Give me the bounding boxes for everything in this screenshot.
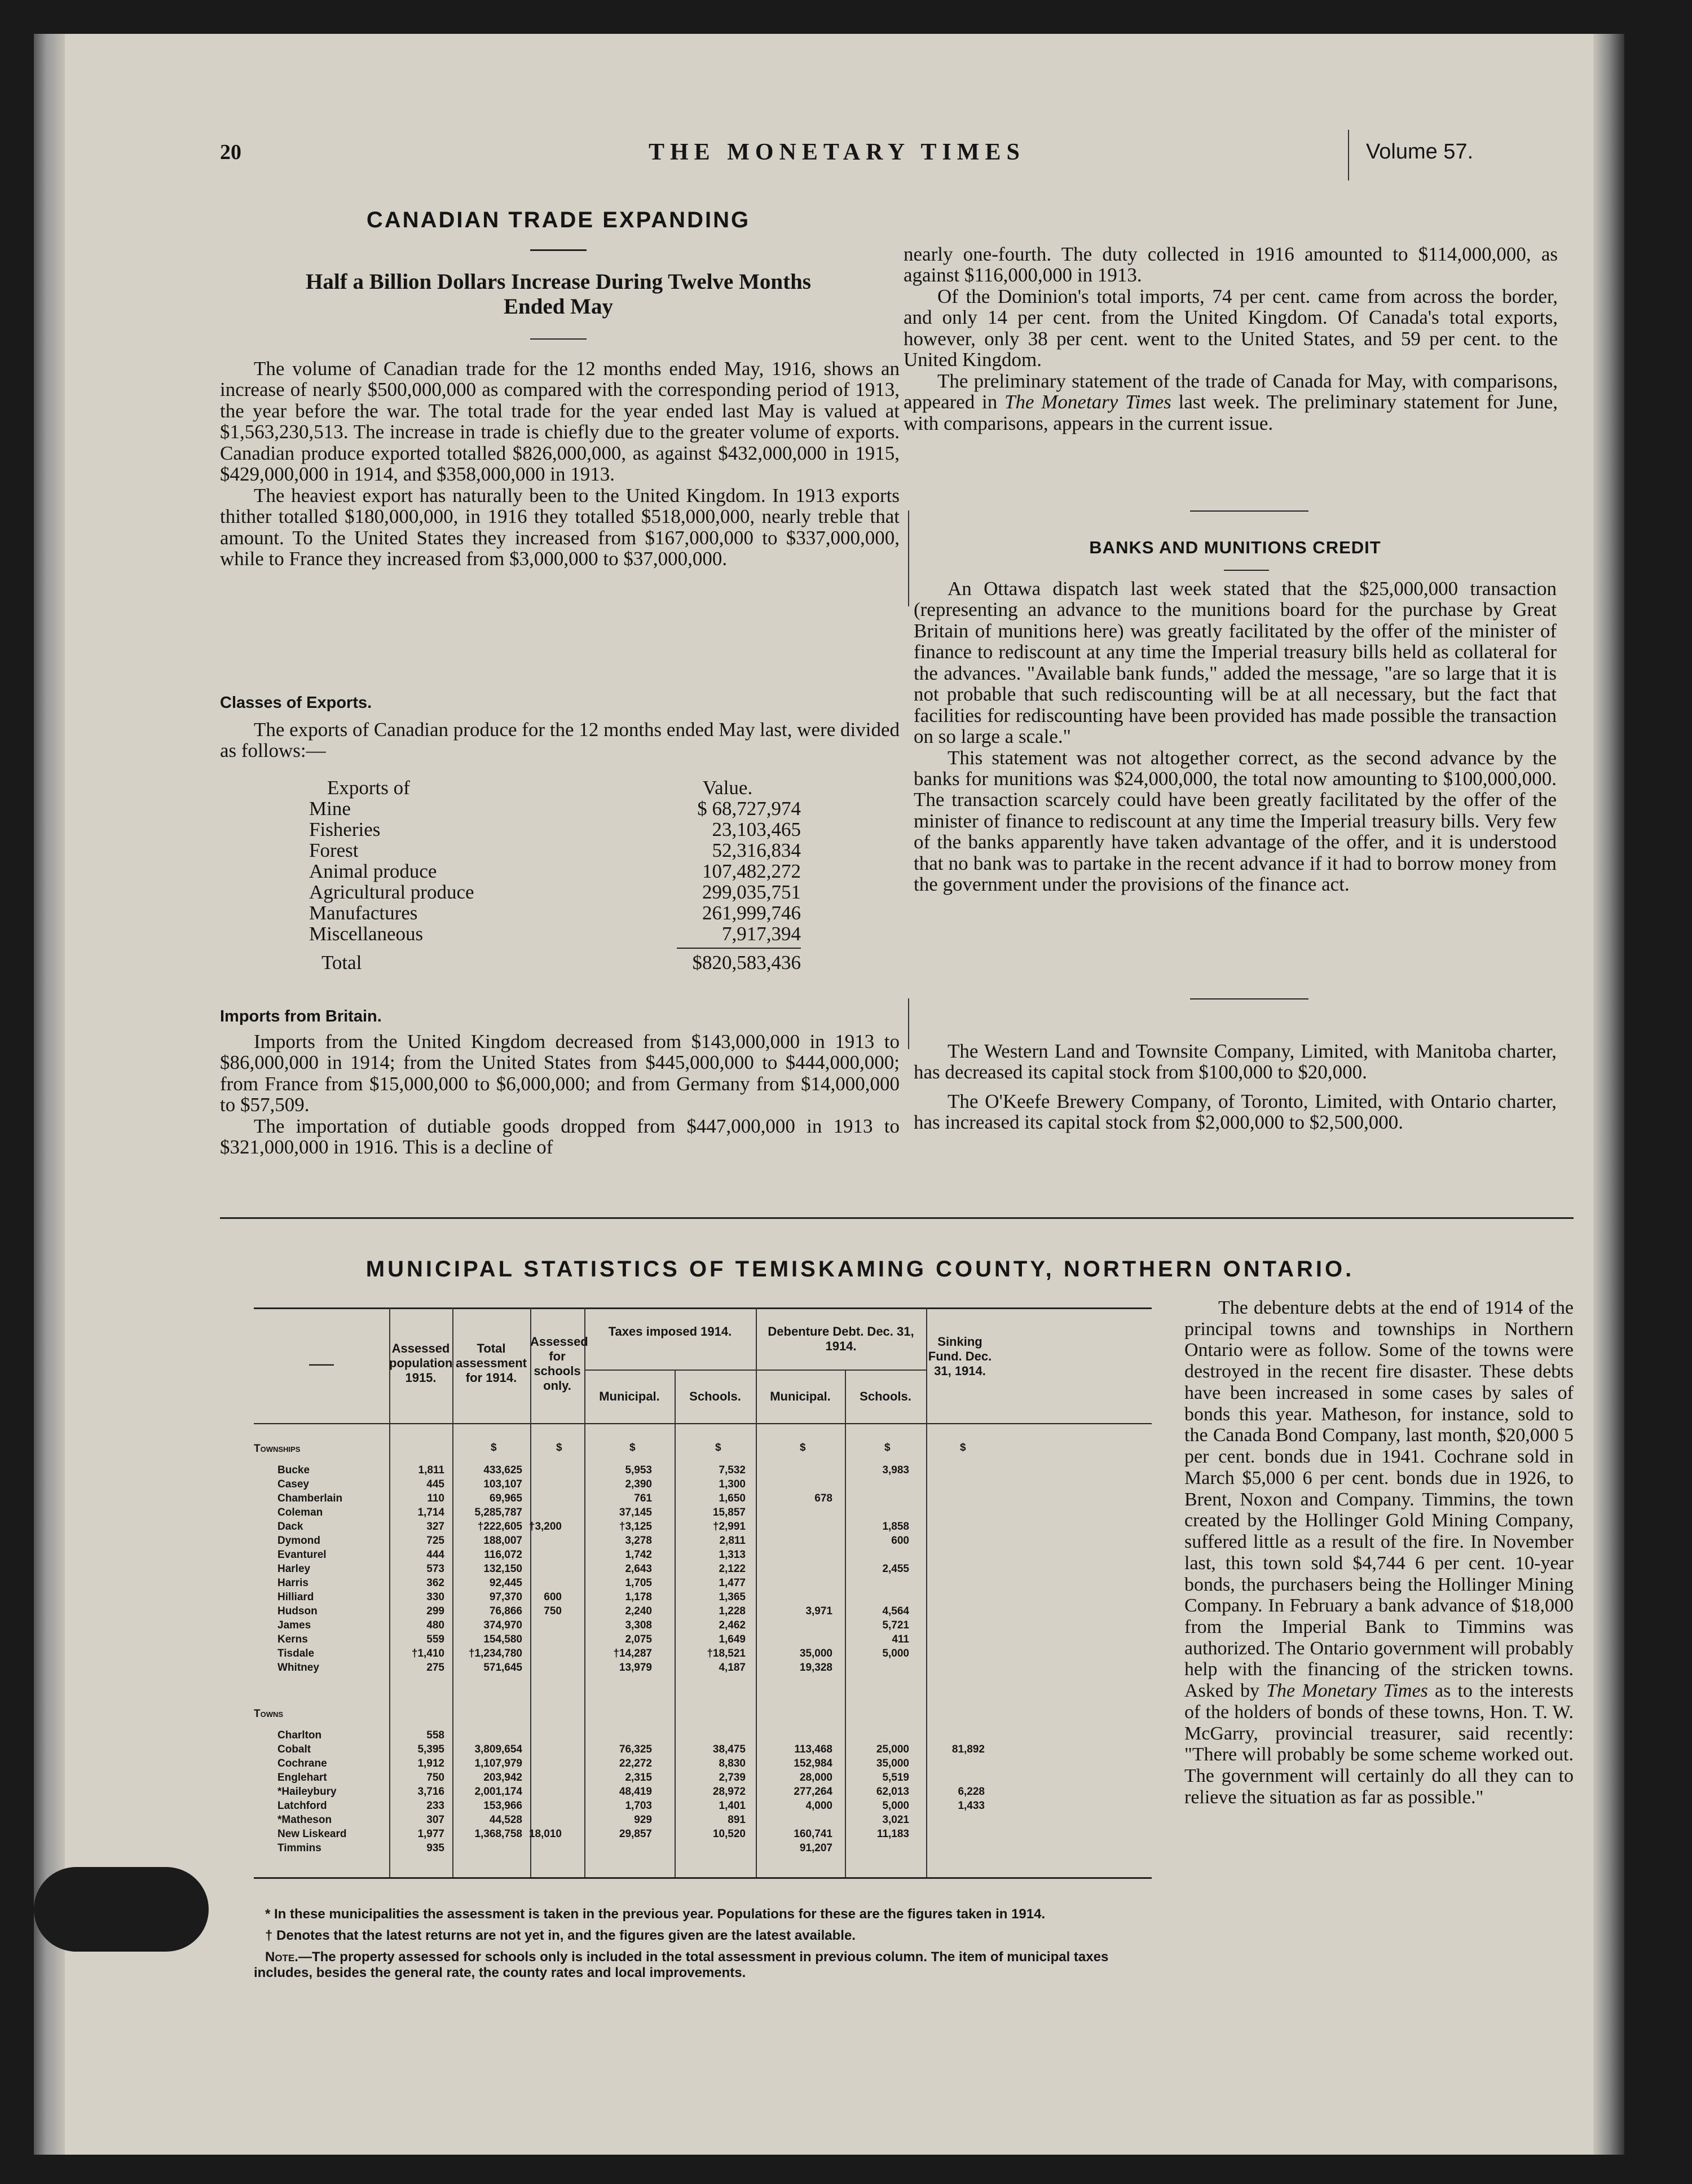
cell-total: 2,001,174 [474,1786,522,1798]
article2-title: BANKS AND MUNITIONS CREDIT [1089,538,1381,557]
exports-total-label: Total [321,952,362,974]
cell-pop: 480 [426,1619,444,1631]
table-row [254,1815,1152,1825]
cell-pop: 362 [426,1577,444,1589]
row-name: James [277,1619,311,1631]
row-name: Cochrane [277,1758,327,1769]
volume-label: Volume 57. [1366,140,1474,164]
exports-row [305,840,801,861]
cell-debt-sch: 600 [891,1535,909,1547]
row-name: Chamberlain [277,1492,343,1504]
cell-sinking: 81,892 [951,1743,985,1755]
cell-debt-sch: 25,000 [876,1743,909,1755]
exports-row-label: Forest [309,839,359,861]
table-title: MUNICIPAL STATISTICS OF TEMISKAMING COUNTY, NORTHERN ONTARIO. [365,1257,1355,1282]
cell-pop: 110 [427,1492,444,1504]
exports-row-value: $ 68,727,974 [697,798,801,820]
row-name: Tisdale [277,1648,315,1659]
row-name: Bucke [277,1464,310,1476]
cell-debt-sch: 62,013 [876,1786,909,1798]
paragraph: The O'Keefe Brewery Company, of Toronto, Limited, with Ontario charter, has increased its capital stock from $2,000,000 to $2,500,000. [914,1090,1557,1134]
cell-total: 374,970 [483,1619,522,1631]
cell-pop: 559 [426,1633,444,1645]
dollar-sign: $ [884,1442,891,1454]
cell-sinking: 6,228 [958,1786,985,1798]
cell-tax-mun: 29,857 [619,1828,652,1840]
table-row [254,1621,1152,1631]
scanned-page [34,34,1624,2155]
cell-total: 153,966 [483,1800,522,1812]
row-name: *Haileybury [277,1786,337,1798]
table-row [254,1663,1152,1673]
table-row [254,1649,1152,1659]
row-name: Charlton [277,1729,322,1741]
cell-pop: 233 [426,1800,444,1812]
briefs [914,1041,1557,1133]
cell-tax-mun: 48,419 [619,1786,652,1798]
article1-body-b [220,719,900,761]
paragraph: An Ottawa dispatch last week stated that the $25,000,000 transaction (representing an advance to the munitions board for the purchase by Great Britain of munitions here) was greatly facilitated by the offer of the minister of finance to rediscount at any time the Imperial treasury bills held as collateral for the advances. "Available bank funds," added the message, "are so large that it is not probable that such rediscounting will be at all necessary, but the fact that facilities for rediscounting have been provided has made possible the transaction on so large a scale." [914,578,1557,748]
table-row [254,1635,1152,1645]
row-name: Kerns [277,1633,308,1645]
cell-tax-sch: 4,187 [719,1662,746,1674]
cell-total: 1,107,979 [474,1758,522,1769]
column-mark-2 [908,998,909,1049]
cell-debt-sch: 4,564 [882,1605,909,1617]
cell-tax-sch: 10,520 [712,1828,746,1840]
exports-header [305,777,801,798]
cell-tax-mun: 2,390 [625,1478,652,1490]
publication-title: THE MONETARY TIMES [649,139,1025,165]
section-heading-imports: Imports from Britain. [220,1007,382,1025]
article2-body [914,578,1557,895]
page-number: 20 [220,140,241,164]
dollar-sign: $ [800,1442,806,1454]
exports-row [305,902,801,923]
cell-schools-only: 750 [544,1605,562,1617]
debt-subrule [757,1370,926,1371]
cell-debt-sch: 3,021 [882,1814,909,1826]
cell-total: †222,605 [477,1521,522,1533]
row-name: Dymond [277,1535,320,1547]
paragraph: The debenture debts at the end of 1914 of the principal towns and townships in Northern Ontario were as follow. Some of the towns were destroyed in the recent fire disaster. These debts have been increased in some cases by sales of bonds this year. Matheson, for instance, sold to the Canada Bond Company, last month, $20,000 5 per cent. bonds due in 1941. Cochrane sold in March $5,000 6 per cent. bonds due in 1926, to Brent, Noxon and Company. Timmins, the town created by the Hollinger Gold Mining Company, suffered little as a result of the fire. In November last, this town sold $4,744 6 per cent. 10-year bonds, the purchasers being the Hollinger Mining Company. In February a bank advance of $18,000 from the Imperial Bank to Timmins was authorized. The Ontario government will probably help with the financing of the stricken towns. Asked by The Monetary Times as to the interests of the holders of bonds of these towns, Hon. T. W. McGarry, provincial treasurer, said recently: "There will probably be some scheme worked out. The government will certainly do all they can to relieve the situation as far as possible." [1184,1297,1574,1808]
cell-tax-sch: 2,462 [719,1619,746,1631]
cell-debt-sch: 35,000 [876,1758,909,1769]
cell-tax-mun: 76,325 [619,1743,652,1755]
paragraph: The preliminary statement of the trade of Canada for May, with comparisons, appeared in The Monetary Times last week. The preliminary statement for June, with comparisons, appears in the current issue. [904,369,1558,434]
title-rule [530,249,587,251]
cell-tax-sch: 15,857 [712,1507,746,1518]
section-rule [1190,510,1308,512]
cell-tax-mun: 5,953 [625,1464,652,1476]
cell-debt-mun: 152,984 [794,1758,832,1769]
exports-row-value: 23,103,465 [712,818,801,840]
table-row [254,1508,1152,1518]
cell-debt-mun: 19,328 [799,1662,832,1674]
cell-total: 76,866 [489,1605,522,1617]
table-top-rule [254,1307,1152,1309]
cell-tax-sch: 2,122 [719,1563,746,1575]
cell-tax-mun: 1,705 [625,1577,652,1589]
exports-rows [305,798,801,944]
cell-tax-mun: 3,308 [625,1619,652,1631]
cell-tax-mun: 2,075 [625,1633,652,1645]
exports-row [305,861,801,882]
header-divider [1348,130,1349,180]
exports-header-value: Value. [702,777,753,799]
cell-schools-only: †3,200 [528,1521,562,1533]
cell-pop: 330 [426,1591,444,1603]
subtitle-rule [530,338,587,340]
cell-debt-mun: 678 [814,1492,832,1504]
cell-sinking: 1,433 [958,1800,985,1812]
cell-tax-sch: 1,649 [719,1633,746,1645]
cell-total: 116,072 [484,1549,522,1561]
header-debt-schools: Schools. [860,1389,911,1403]
cell-tax-mun: 13,979 [619,1662,652,1674]
cell-schools-only: 18,010 [528,1828,562,1840]
cell-debt-mun: 3,971 [805,1605,832,1617]
article1-continuation [904,244,1558,434]
cell-pop: 1,811 [418,1464,444,1476]
cell-debt-mun: 4,000 [805,1800,832,1812]
exports-row-label: Manufactures [309,902,418,924]
cell-pop: 299 [426,1605,444,1617]
article1-body-c [220,1031,900,1158]
table-bottom-rule [254,1877,1152,1879]
exports-row-value: 107,482,272 [702,860,801,882]
dollar-sign: $ [629,1442,636,1454]
paragraph: nearly one-fourth. The duty collected in 1916 amounted to $114,000,000, as against $116,000,000 in 1913. [904,243,1558,287]
towns-label: Towns [254,1708,284,1720]
cell-debt-mun: 113,468 [794,1743,832,1755]
exports-row-label: Miscellaneous [309,923,424,945]
row-name: Timmins [277,1842,321,1854]
cell-tax-mun: 1,178 [625,1591,652,1603]
article2-rule [1224,570,1269,571]
header-population: Assessed population 1915. [389,1341,453,1385]
exports-row-value: 7,917,394 [722,923,801,945]
cell-tax-sch: 2,739 [719,1772,746,1784]
table-row [254,1787,1152,1797]
townships-label: Townships [254,1443,301,1455]
binder-clip [34,1867,209,1952]
cell-tax-mun: †3,125 [619,1521,652,1533]
header-tax-municipal: Municipal. [599,1389,660,1403]
cell-total: 92,445 [489,1577,522,1589]
cell-debt-mun: 91,207 [799,1842,832,1854]
cell-tax-sch: 1,365 [719,1591,746,1603]
header-taxes: Taxes imposed 1914. [608,1324,732,1338]
paragraph: Imports from the United Kingdom decreased from $143,000,000 in 1913 to $86,000,000 in 1914; from the United States from $445,000,000 to $444,000,000; from France from $15,000,000 to $6,000,000; and from Germany from $14,000,000 to $57,509. [220,1031,900,1116]
cell-tax-mun: 929 [634,1814,652,1826]
cell-pop: 275 [426,1662,444,1674]
cell-schools-only: 600 [544,1591,562,1603]
paragraph: The Western Land and Townsite Company, Limited, with Manitoba charter, has decreased its capital stock from $100,000 to $20,000. [914,1040,1557,1084]
dollar-sign: $ [715,1442,721,1454]
cell-pop: 3,716 [417,1786,444,1798]
header-sinking: Sinking Fund. Dec. 31, 1914. [928,1335,992,1378]
cell-total: 97,370 [489,1591,522,1603]
exports-row-value: 52,316,834 [712,839,801,861]
cell-total: 433,625 [483,1464,522,1476]
cell-total: 154,580 [483,1633,522,1645]
column-mark [908,510,909,606]
row-name: Latchford [277,1800,327,1812]
footnote-asterisk: * In these municipalities the assessment is taken in the previous year. Populations for these are the figures taken in 1914. [265,1906,1046,1922]
cell-debt-sch: 3,983 [882,1464,909,1476]
row-name: *Matheson [277,1814,332,1826]
cell-total: 5,285,787 [474,1507,522,1518]
exports-row [305,882,801,902]
cell-tax-mun: 37,145 [619,1507,652,1518]
paragraph: Of the Dominion's total imports, 74 per cent. came from across the border, and only 14 per cent. from the United Kingdom. Of Canada's total exports, however, only 38 per cent. went to the United States, and 59 per cent. to the United Kingdom. [904,285,1558,371]
cell-total: 571,645 [483,1662,522,1674]
paragraph: The volume of Canadian trade for the 12 months ended May, 1916, shows an increase of nearly $500,000,000 as compared with the corresponding period of 1913, the year before the war. The total trade for the year ended last May is valued at $1,563,230,513. The increase in trade is chiefly due to the greater volume of exports. Canadian produce exported totalled $826,000,000, as against $432,000,000 in 1915, $429,000,000 in 1914, and $358,000,000 in 1913. [220,358,900,486]
cell-debt-mun: 160,741 [794,1828,832,1840]
table-row [254,1536,1152,1546]
cell-tax-sch: 7,532 [719,1464,746,1476]
cell-pop: 558 [426,1729,444,1741]
row-name: Hudson [277,1605,318,1617]
cell-tax-sch: 1,313 [719,1549,746,1561]
cell-total: 103,107 [483,1478,522,1490]
exports-total-row [305,952,801,973]
cell-debt-mun: 35,000 [799,1648,832,1659]
cell-pop: 444 [426,1549,444,1561]
cell-debt-mun: 277,264 [794,1786,832,1798]
header-schools-only: Assessed for schools only. [530,1335,588,1393]
cell-tax-sch: 28,972 [712,1786,746,1798]
cell-tax-sch: 1,300 [719,1478,746,1490]
cell-pop: 307 [426,1814,444,1826]
cell-total: 69,965 [489,1492,522,1504]
header-debenture: Debenture Debt. Dec. 31, 1914. [768,1324,914,1353]
article1-title: CANADIAN TRADE EXPANDING [366,208,751,232]
row-name: Casey [277,1478,309,1490]
article1-subtitle: Half a Billion Dollars Increase During Twelve Months Ended May [306,270,811,319]
cell-tax-mun: 3,278 [625,1535,652,1547]
cell-tax-sch: 1,228 [719,1605,746,1617]
table-row [254,1731,1152,1741]
table-row [254,1522,1152,1532]
table-row [254,1829,1152,1839]
cell-debt-sch: 1,858 [882,1521,909,1533]
footnote-note: Note.—The property assessed for schools only is included in the total assessment in previous column. The item of municipal taxes includes, besides the general rate, the county rates and local improvements. [254,1949,1109,1980]
cell-tax-mun: 22,272 [619,1758,652,1769]
paragraph: The importation of dutiable goods dropped from $447,000,000 in 1913 to $321,000,000 in 1916. This is a decline of [220,1115,900,1159]
cell-total: 1,368,758 [474,1828,522,1840]
total-rule [677,948,801,949]
table-row [254,1592,1152,1602]
cell-total: 203,942 [483,1772,522,1784]
table-row [254,1843,1152,1853]
cell-total: †1,234,780 [468,1648,522,1659]
row-name: Evanturel [277,1549,327,1561]
cell-tax-sch: 1,401 [719,1800,746,1812]
cell-tax-sch: †2,991 [712,1521,746,1533]
row-name: New Liskeard [277,1828,347,1840]
row-name: Hilliard [277,1591,314,1603]
cell-pop: 327 [426,1521,444,1533]
row-name: Dack [277,1521,303,1533]
cell-debt-sch: 5,721 [882,1619,909,1631]
cell-tax-mun: 1,703 [625,1800,652,1812]
currency-row [254,1443,1152,1453]
table-footnotes [254,1906,1153,1981]
cell-tax-sch: †18,521 [707,1648,746,1659]
table-row [254,1773,1152,1783]
dollar-sign: $ [960,1442,966,1454]
paragraph: The exports of Canadian produce for the 12 months ended May last, were divided as follows:— [220,719,900,762]
dollar-sign: $ [556,1442,562,1454]
article1-body-a [220,358,900,569]
municipal-statistics-table [254,1307,1152,1878]
cell-debt-mun: 28,000 [799,1772,832,1784]
cell-total: 188,007 [483,1535,522,1547]
table-row [254,1494,1152,1504]
row-name: Englehart [277,1772,327,1784]
exports-row [305,798,801,819]
cell-tax-mun: 2,240 [625,1605,652,1617]
cell-tax-mun: 1,742 [625,1549,652,1561]
cell-pop: 445 [426,1478,444,1490]
table-row [254,1759,1152,1769]
cell-pop: 5,395 [417,1743,444,1755]
exports-row-label: Mine [309,798,351,820]
table-row [254,1550,1152,1560]
footnote-dagger: † Denotes that the latest returns are not yet in, and the figures given are the latest available. [265,1928,856,1943]
row-name: Coleman [277,1507,323,1518]
table-row [254,1564,1152,1574]
exports-row [305,819,801,840]
table-header-rule [254,1423,1152,1424]
cell-debt-sch: 5,000 [882,1648,909,1659]
dollar-sign: $ [491,1442,497,1454]
section-rule-2 [1190,998,1308,999]
taxes-subrule [585,1370,756,1371]
cell-tax-sch: 1,477 [719,1577,746,1589]
cell-pop: 573 [426,1563,444,1575]
cell-pop: 750 [426,1772,444,1784]
table-row [254,1801,1152,1811]
paragraph: This statement was not altogether correct, as the second advance by the banks for munitions was $24,000,000, the total now amounting to $100,000,000. The transaction scarcely could have been greatly facilitated by the offer of the minister of finance to rediscount at any time the Imperial treasury bills. Very few of the banks apparently have taken advantage of the offer, and it is understood that no bank was to partake in the recent advance if it had to borrow money from the government under the provisions of the finance act. [914,746,1557,896]
cell-debt-sch: 5,519 [882,1772,909,1784]
table-row [254,1465,1152,1476]
cell-pop: 1,714 [417,1507,444,1518]
cell-tax-sch: 1,650 [719,1492,746,1504]
cell-total: 44,528 [489,1814,522,1826]
cell-pop: 935 [426,1842,444,1854]
cell-debt-sch: 2,455 [882,1563,909,1575]
table-row [254,1480,1152,1490]
table-row [254,1606,1152,1617]
cell-tax-mun: 2,643 [625,1563,652,1575]
header-tax-schools: Schools. [689,1389,741,1403]
cell-pop: 1,912 [417,1758,444,1769]
cell-tax-sch: 38,475 [712,1743,746,1755]
cell-tax-sch: 8,830 [719,1758,746,1769]
row-name: Harley [277,1563,311,1575]
exports-total-value: $820,583,436 [692,952,801,974]
row-name: Cobalt [277,1743,311,1755]
cell-tax-mun: †14,287 [613,1648,652,1659]
sidebar-commentary [1184,1297,1574,1808]
exports-table [305,777,801,973]
paragraph: The heaviest export has naturally been to the United Kingdom. In 1913 exports thither totalled $180,000,000, in 1916 they totalled $518,000,000, nearly treble that amount. To the United States they increased from $167,000,000 to $337,000,000, while to France they increased from $3,000,000 to $37,000,000. [220,484,900,570]
row-name: Whitney [277,1662,319,1674]
header-dash: —— [309,1357,334,1371]
cell-pop: 725 [426,1535,444,1547]
cell-total: 3,809,654 [474,1743,522,1755]
header-total-assessment: Total assessment for 1914. [456,1341,527,1385]
cell-tax-sch: 891 [728,1814,746,1826]
page-divider [220,1217,1574,1219]
cell-tax-mun: 761 [634,1492,652,1504]
table-row [254,1745,1152,1755]
row-name: Harris [277,1577,309,1589]
exports-row-label: Fisheries [309,818,381,840]
header-debt-municipal: Municipal. [770,1389,831,1403]
cell-pop: †1,410 [411,1648,444,1659]
cell-debt-sch: 5,000 [882,1800,909,1812]
cell-debt-sch: 11,183 [876,1828,909,1840]
exports-row-value: 261,999,746 [702,902,801,924]
section-heading-exports: Classes of Exports. [220,694,372,712]
cell-pop: 1,977 [417,1828,444,1840]
cell-tax-mun: 2,315 [625,1772,652,1784]
exports-row-label: Animal produce [309,860,437,882]
table-row [254,1578,1152,1588]
exports-header-label: Exports of [327,777,410,799]
cell-total: 132,150 [483,1563,522,1575]
exports-row-label: Agricultural produce [309,881,474,903]
exports-row [305,923,801,944]
exports-row-value: 299,035,751 [702,881,801,903]
cell-debt-sch: 411 [892,1633,909,1645]
cell-tax-sch: 2,811 [719,1535,746,1547]
